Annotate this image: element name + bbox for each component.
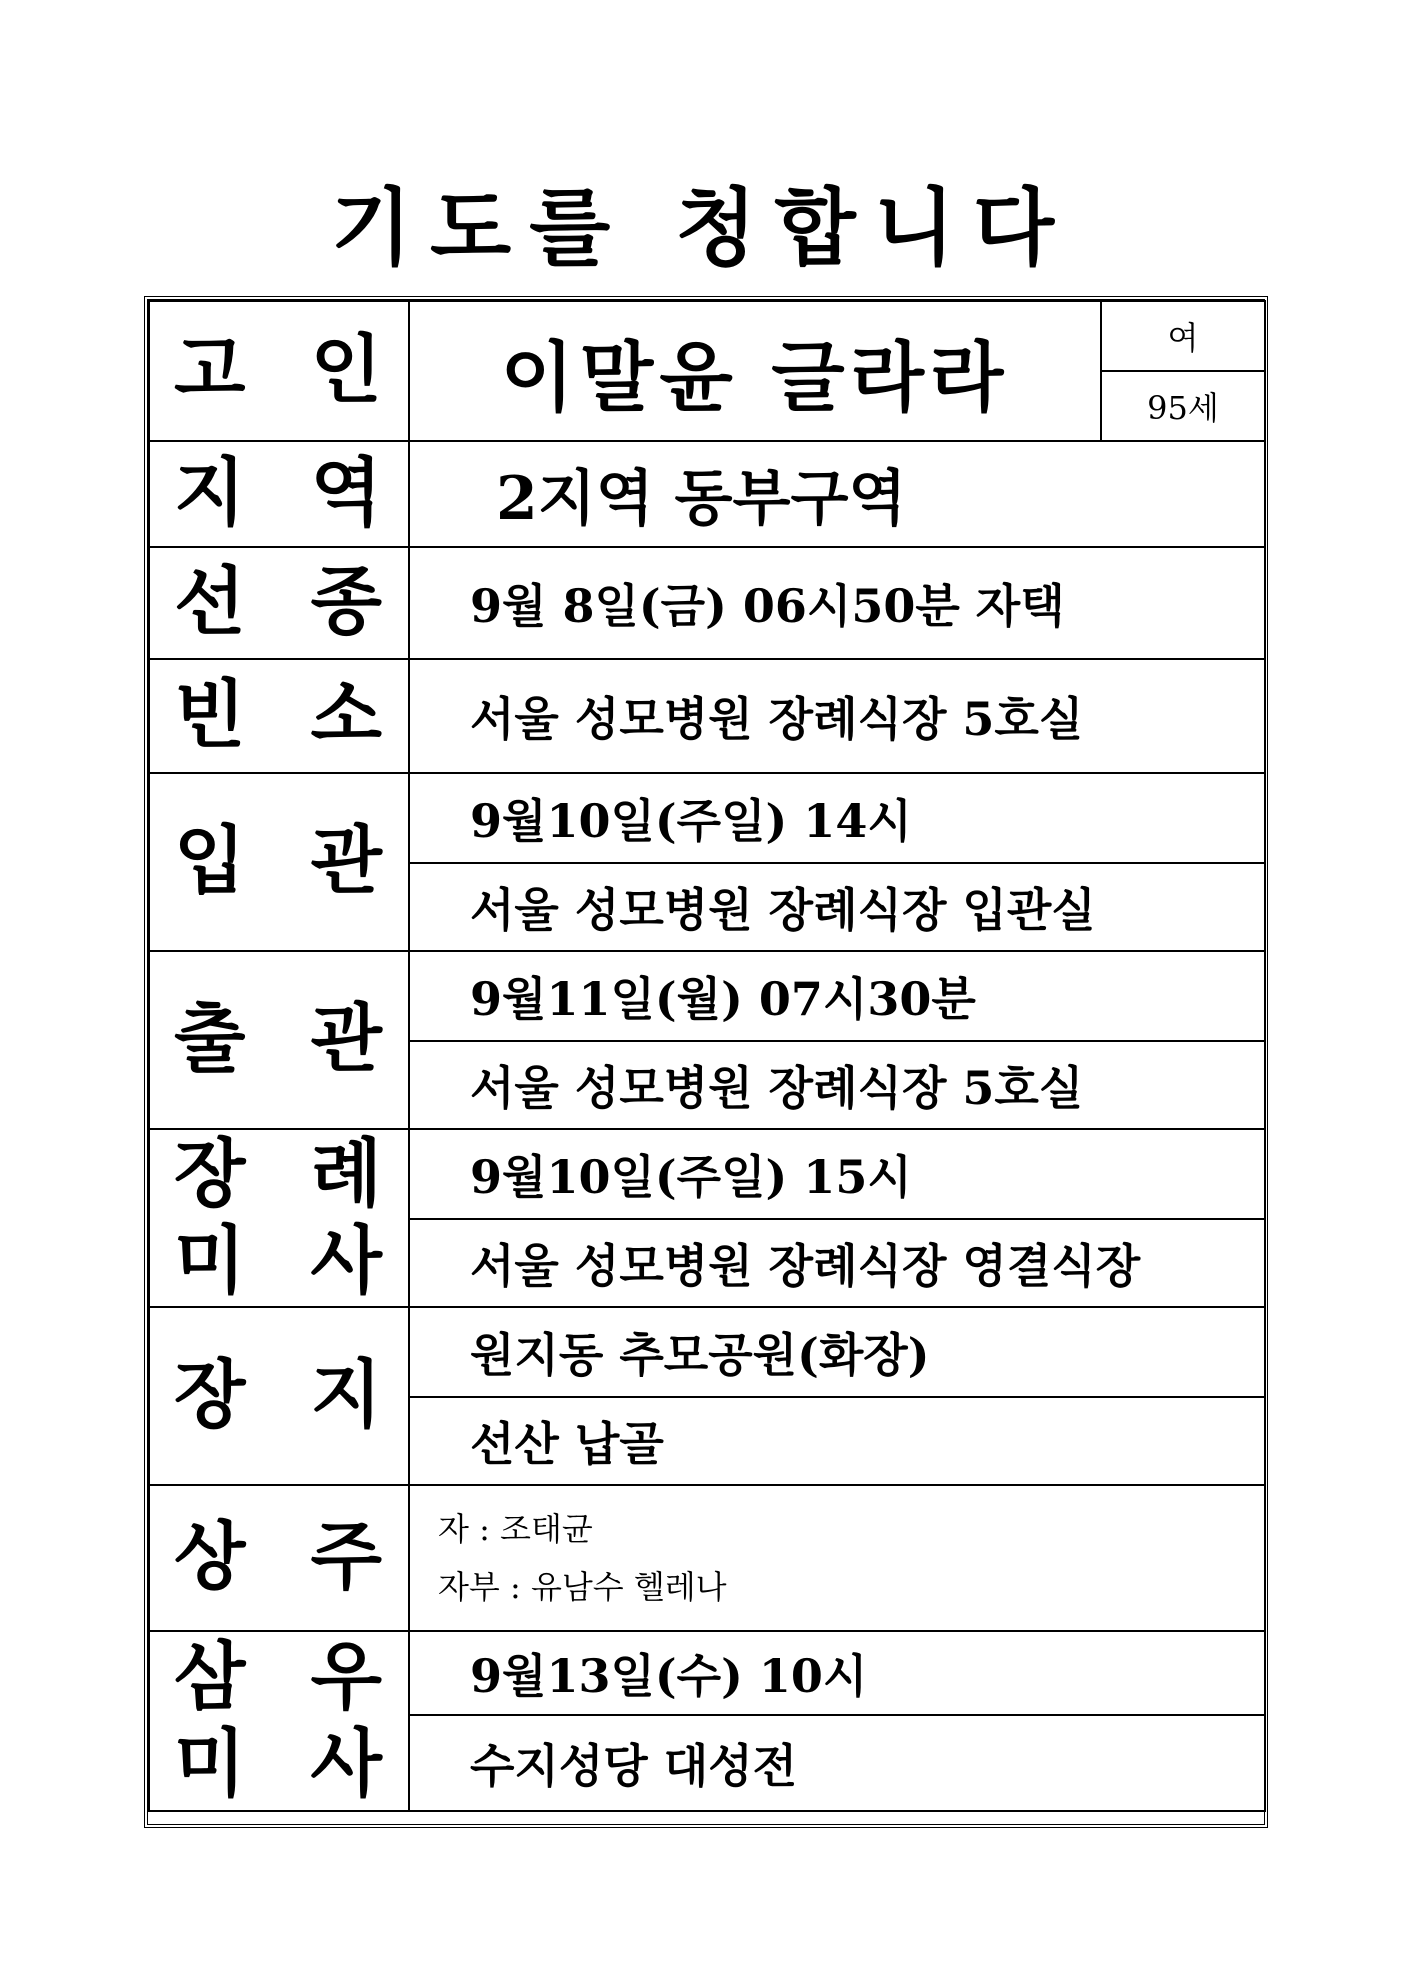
funeral-mass-place: 서울 성모병원 장례식장 영결식장 bbox=[409, 1219, 1265, 1307]
burial-line2: 선산 납골 bbox=[409, 1397, 1265, 1485]
chief-mourner-son: 자 : 조태균 bbox=[438, 1510, 593, 1548]
departure-place: 서울 성모병원 장례식장 5호실 bbox=[409, 1041, 1265, 1129]
third-day-mass-time: 9월13일(수) 10시 bbox=[409, 1631, 1265, 1715]
row-death bbox=[149, 547, 1265, 659]
chief-mourner-daughter-in-law: 자부 : 유남수 헬레나 bbox=[438, 1568, 727, 1606]
row-mortuary bbox=[149, 659, 1265, 773]
burial-line1: 원지동 추모공원(화장) bbox=[409, 1307, 1265, 1397]
deceased-age: 95세 bbox=[1101, 371, 1265, 441]
encoffin-place: 서울 성모병원 장례식장 입관실 bbox=[409, 863, 1265, 951]
obituary-table bbox=[148, 300, 1266, 1812]
funeral-mass-time: 9월10일(주일) 15시 bbox=[409, 1129, 1265, 1219]
label-funeral-mass: 장 례 미 사 bbox=[149, 1129, 409, 1307]
row-chief-mourner bbox=[149, 1485, 1265, 1631]
label-chief-mourner: 상 주 bbox=[149, 1485, 409, 1631]
label-death: 선 종 bbox=[149, 547, 409, 659]
label-third-day-mass: 삼 우 미 사 bbox=[149, 1631, 409, 1811]
deceased-gender: 여 bbox=[1101, 301, 1265, 371]
row-third-day-mass bbox=[149, 1631, 1265, 1715]
label-deceased: 고 인 bbox=[149, 301, 409, 441]
deceased-name: 이말윤 글라라 bbox=[409, 301, 1101, 441]
row-encoffin bbox=[149, 773, 1265, 863]
label-region: 지 역 bbox=[149, 441, 409, 547]
death-value: 9월 8일(금) 06시50분 자택 bbox=[409, 547, 1265, 659]
label-mortuary: 빈 소 bbox=[149, 659, 409, 773]
encoffin-time: 9월10일(주일) 14시 bbox=[409, 773, 1265, 863]
page-title: 기도를 청합니다 bbox=[330, 178, 1073, 277]
row-region bbox=[149, 441, 1265, 547]
row-deceased bbox=[149, 301, 1265, 371]
departure-time: 9월11일(월) 07시30분 bbox=[409, 951, 1265, 1041]
region-value: 2지역 동부구역 bbox=[409, 441, 1265, 547]
row-burial bbox=[149, 1307, 1265, 1397]
chief-mourner-value bbox=[409, 1485, 1265, 1631]
label-departure: 출 관 bbox=[149, 951, 409, 1129]
row-funeral-mass bbox=[149, 1129, 1265, 1219]
label-encoffin: 입 관 bbox=[149, 773, 409, 951]
mortuary-value: 서울 성모병원 장례식장 5호실 bbox=[409, 659, 1265, 773]
label-burial: 장 지 bbox=[149, 1307, 409, 1485]
third-day-mass-place: 수지성당 대성전 bbox=[409, 1715, 1265, 1811]
row-departure bbox=[149, 951, 1265, 1041]
